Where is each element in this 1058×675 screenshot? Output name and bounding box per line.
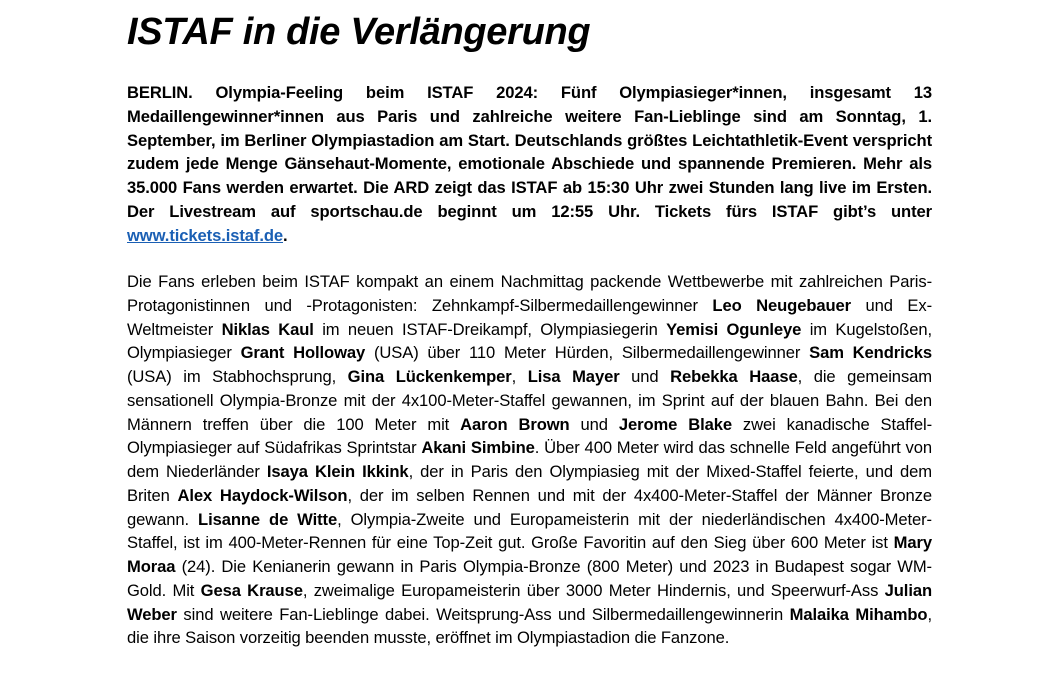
athlete-name: Alex Haydock-Wilson xyxy=(177,485,348,505)
athlete-name: Niklas Kaul xyxy=(221,319,314,339)
athlete-name: Mary Moraa xyxy=(127,533,932,576)
athlete-name: Yemisi Ogunleye xyxy=(666,319,802,339)
athlete-name: Gesa Krause xyxy=(200,580,303,600)
athlete-name: Rebekka Haase xyxy=(670,367,798,386)
document-title: ISTAF in die Verlängerung xyxy=(127,11,591,53)
text-column xyxy=(127,0,932,648)
lead-paragraph: BERLIN. Olympia-Feeling beim ISTAF 2024: Fünf Olympiasieger*innen, insgesamt 13 Medaillengewinner*innen aus Paris und zahlreiche weitere Fan-Lieblinge sind am Sonntag, 1. September, im Berliner Olympiastadion am Start. Deutschlands größtes Leichtathletik-Event verspricht zudem jede Menge Gänsehaut-Momente, emotionale Abschiede und spannende Premieren. Mehr als 35.000 Fans werden erwartet. Die ARD zeigt das ISTAF ab 15:30 Uhr zwei Stunden lang live im Ersten. Der Livestream auf sportschau.de beginnt um 12:55 Uhr. Tickets fürs ISTAF gibt’s unter www.tickets.istaf.de. xyxy=(127,83,932,245)
athlete-name: Isaya Klein Ikkink xyxy=(266,462,409,481)
athlete-name: Grant Holloway xyxy=(240,343,366,363)
athlete-name: Leo Neugebauer xyxy=(712,295,852,315)
athlete-name: Jerome Blake xyxy=(618,414,732,434)
athlete-name: Lisa Mayer xyxy=(527,367,620,386)
athlete-name: Julian Weber xyxy=(127,580,932,624)
athlete-name: Sam Kendricks xyxy=(809,343,932,363)
athlete-name: Gina Lückenkemper xyxy=(347,367,512,386)
athlete-name: Malaika Mihambo xyxy=(789,604,928,624)
athlete-name: Aaron Brown xyxy=(460,414,570,434)
body-paragraph: Die Fans erleben beim ISTAF kompakt an einem Nachmittag packende Wettbewerbe mit zahlreichen Paris-Protagonistinnen und -Protagonisten: Zehnkampf-Silbermedaillengewinner Leo Neugebauer und Ex-Weltmeister Niklas Kaul im neuen ISTAF-Dreikampf, Olympiasiegerin Yemisi Ogunleye im Kugelstoßen, Olympiasieger Grant Holloway (USA) über 110 Meter Hürden, Silbermedaillengewinner Sam Kendricks (USA) im Stabhochsprung, Gina Lückenkemper, Lisa Mayer und Rebekka Haase, die gemeinsam sensationell Olympia-Bronze mit der 4x100-Meter-Staffel gewannen, im Sprint auf der blauen Bahn. Bei den Männern treffen über die 100 Meter mit Aaron Brown und Jerome Blake zwei kanadische Staffel-Olympiasieger auf Südafrikas Sprintstar Akani Simbine. Über 400 Meter wird das schnelle Feld angeführt von dem Niederländer Isaya Klein Ikkink, der in Paris den Olympiasieg mit der Mixed-Staffel feierte, und dem Briten Alex Haydock-Wilson, der im selben Rennen und mit der 4x400-Meter-Staffel der Männer Bronze gewann. Lisanne de Witte, Olympia-Zweite und Europameisterin mit der niederländischen 4x400-Meter-Staffel, ist im 400-Meter-Rennen für eine Top-Zeit gut. Große Favoritin auf den Sieg über 600 Meter ist Mary Moraa (24). Die Kenianerin gewann in Paris Olympia-Bronze (800 Meter) und 2023 in Budapest sogar WM-Gold. Mit Gesa Krause, zweimalige Europameisterin über 3000 Meter Hindernis, und Speerwurf-Ass Julian Weber sind weitere Fan-Lieblinge dabei. Weitsprung-Ass und Silbermedaillengewinnerin Malaika Mihambo, die ihre Saison vorzeitig beenden musste, eröffnet im Olympiastadion die Fanzone. xyxy=(127,272,932,648)
athlete-name: Akani Simbine xyxy=(421,438,535,458)
tickets-link[interactable]: www.tickets.istaf.de xyxy=(127,225,283,245)
athlete-name: Lisanne de Witte xyxy=(198,509,338,529)
